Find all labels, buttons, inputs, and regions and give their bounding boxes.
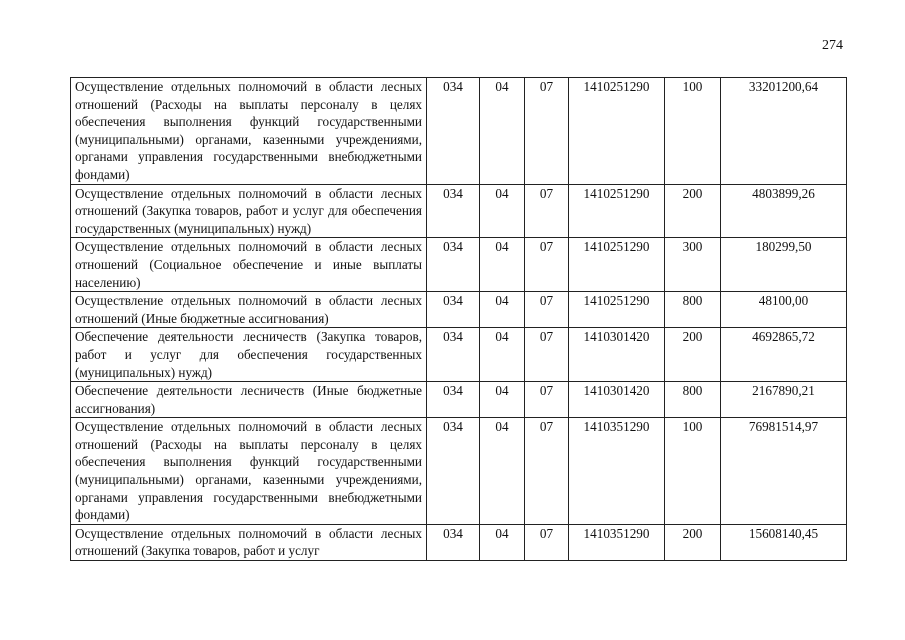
- row-subsection-code: 07: [525, 524, 569, 560]
- table-row: [71, 382, 847, 418]
- row-subsection-code: 07: [525, 184, 569, 238]
- row-expense-type: 800: [665, 382, 721, 418]
- row-subsection-code: 07: [525, 292, 569, 328]
- row-description: Осуществление отдельных полномочий в области лесных отношений (Расходы на выплаты персоналу в целях обеспечения выполнения функций государственными (муниципальными) органами, казенными учреждениями, органами управления государственными внебюджетными фондами): [71, 418, 427, 525]
- row-ministry-code: 034: [427, 524, 480, 560]
- row-ministry-code: 034: [427, 184, 480, 238]
- table-row: [71, 292, 847, 328]
- row-section-code: 04: [480, 382, 525, 418]
- table-row: [71, 524, 847, 560]
- row-expense-type: 100: [665, 418, 721, 525]
- row-description: Осуществление отдельных полномочий в области лесных отношений (Расходы на выплаты персоналу в целях обеспечения выполнения функций государственными (муниципальными) органами, казенными учреждениями, органами управления государственными внебюджетными фондами): [71, 78, 427, 185]
- row-amount: 76981514,97: [721, 418, 847, 525]
- table-row: [71, 418, 847, 525]
- row-expense-type: 800: [665, 292, 721, 328]
- row-expense-type: 200: [665, 184, 721, 238]
- row-subsection-code: 07: [525, 418, 569, 525]
- row-section-code: 04: [480, 238, 525, 292]
- row-ministry-code: 034: [427, 382, 480, 418]
- row-expense-type: 100: [665, 78, 721, 185]
- row-amount: 2167890,21: [721, 382, 847, 418]
- page-number: 274: [822, 38, 843, 53]
- row-target-article: 1410251290: [569, 184, 665, 238]
- row-target-article: 1410351290: [569, 418, 665, 525]
- row-subsection-code: 07: [525, 328, 569, 382]
- row-target-article: 1410251290: [569, 238, 665, 292]
- row-target-article: 1410351290: [569, 524, 665, 560]
- row-section-code: 04: [480, 78, 525, 185]
- row-section-code: 04: [480, 418, 525, 525]
- row-description: Осуществление отдельных полномочий в области лесных отношений (Закупка товаров, работ и услуг: [71, 524, 427, 560]
- row-ministry-code: 034: [427, 238, 480, 292]
- row-section-code: 04: [480, 524, 525, 560]
- row-target-article: 1410301420: [569, 382, 665, 418]
- row-expense-type: 300: [665, 238, 721, 292]
- row-amount: 180299,50: [721, 238, 847, 292]
- row-description: Осуществление отдельных полномочий в области лесных отношений (Иные бюджетные ассигнования): [71, 292, 427, 328]
- row-amount: 33201200,64: [721, 78, 847, 185]
- row-subsection-code: 07: [525, 78, 569, 185]
- row-amount: 48100,00: [721, 292, 847, 328]
- row-description: Осуществление отдельных полномочий в области лесных отношений (Социальное обеспечение и иные выплаты населению): [71, 238, 427, 292]
- row-description: Обеспечение деятельности лесничеств (Иные бюджетные ассигнования): [71, 382, 427, 418]
- row-description: Обеспечение деятельности лесничеств (Закупка товаров, работ и услуг для обеспечения государственных (муниципальных) нужд): [71, 328, 427, 382]
- row-amount: 4692865,72: [721, 328, 847, 382]
- row-section-code: 04: [480, 184, 525, 238]
- budget-table: [70, 77, 847, 561]
- row-expense-type: 200: [665, 328, 721, 382]
- row-expense-type: 200: [665, 524, 721, 560]
- table-row: [71, 328, 847, 382]
- row-target-article: 1410251290: [569, 292, 665, 328]
- row-ministry-code: 034: [427, 328, 480, 382]
- row-ministry-code: 034: [427, 78, 480, 185]
- row-description: Осуществление отдельных полномочий в области лесных отношений (Закупка товаров, работ и услуг для обеспечения государственных (муниципальных) нужд): [71, 184, 427, 238]
- row-subsection-code: 07: [525, 238, 569, 292]
- row-target-article: 1410301420: [569, 328, 665, 382]
- row-subsection-code: 07: [525, 382, 569, 418]
- row-amount: 15608140,45: [721, 524, 847, 560]
- row-ministry-code: 034: [427, 418, 480, 525]
- table-row: [71, 78, 847, 185]
- table-row: [71, 238, 847, 292]
- row-section-code: 04: [480, 292, 525, 328]
- row-target-article: 1410251290: [569, 78, 665, 185]
- row-section-code: 04: [480, 328, 525, 382]
- row-ministry-code: 034: [427, 292, 480, 328]
- table-row: [71, 184, 847, 238]
- row-amount: 4803899,26: [721, 184, 847, 238]
